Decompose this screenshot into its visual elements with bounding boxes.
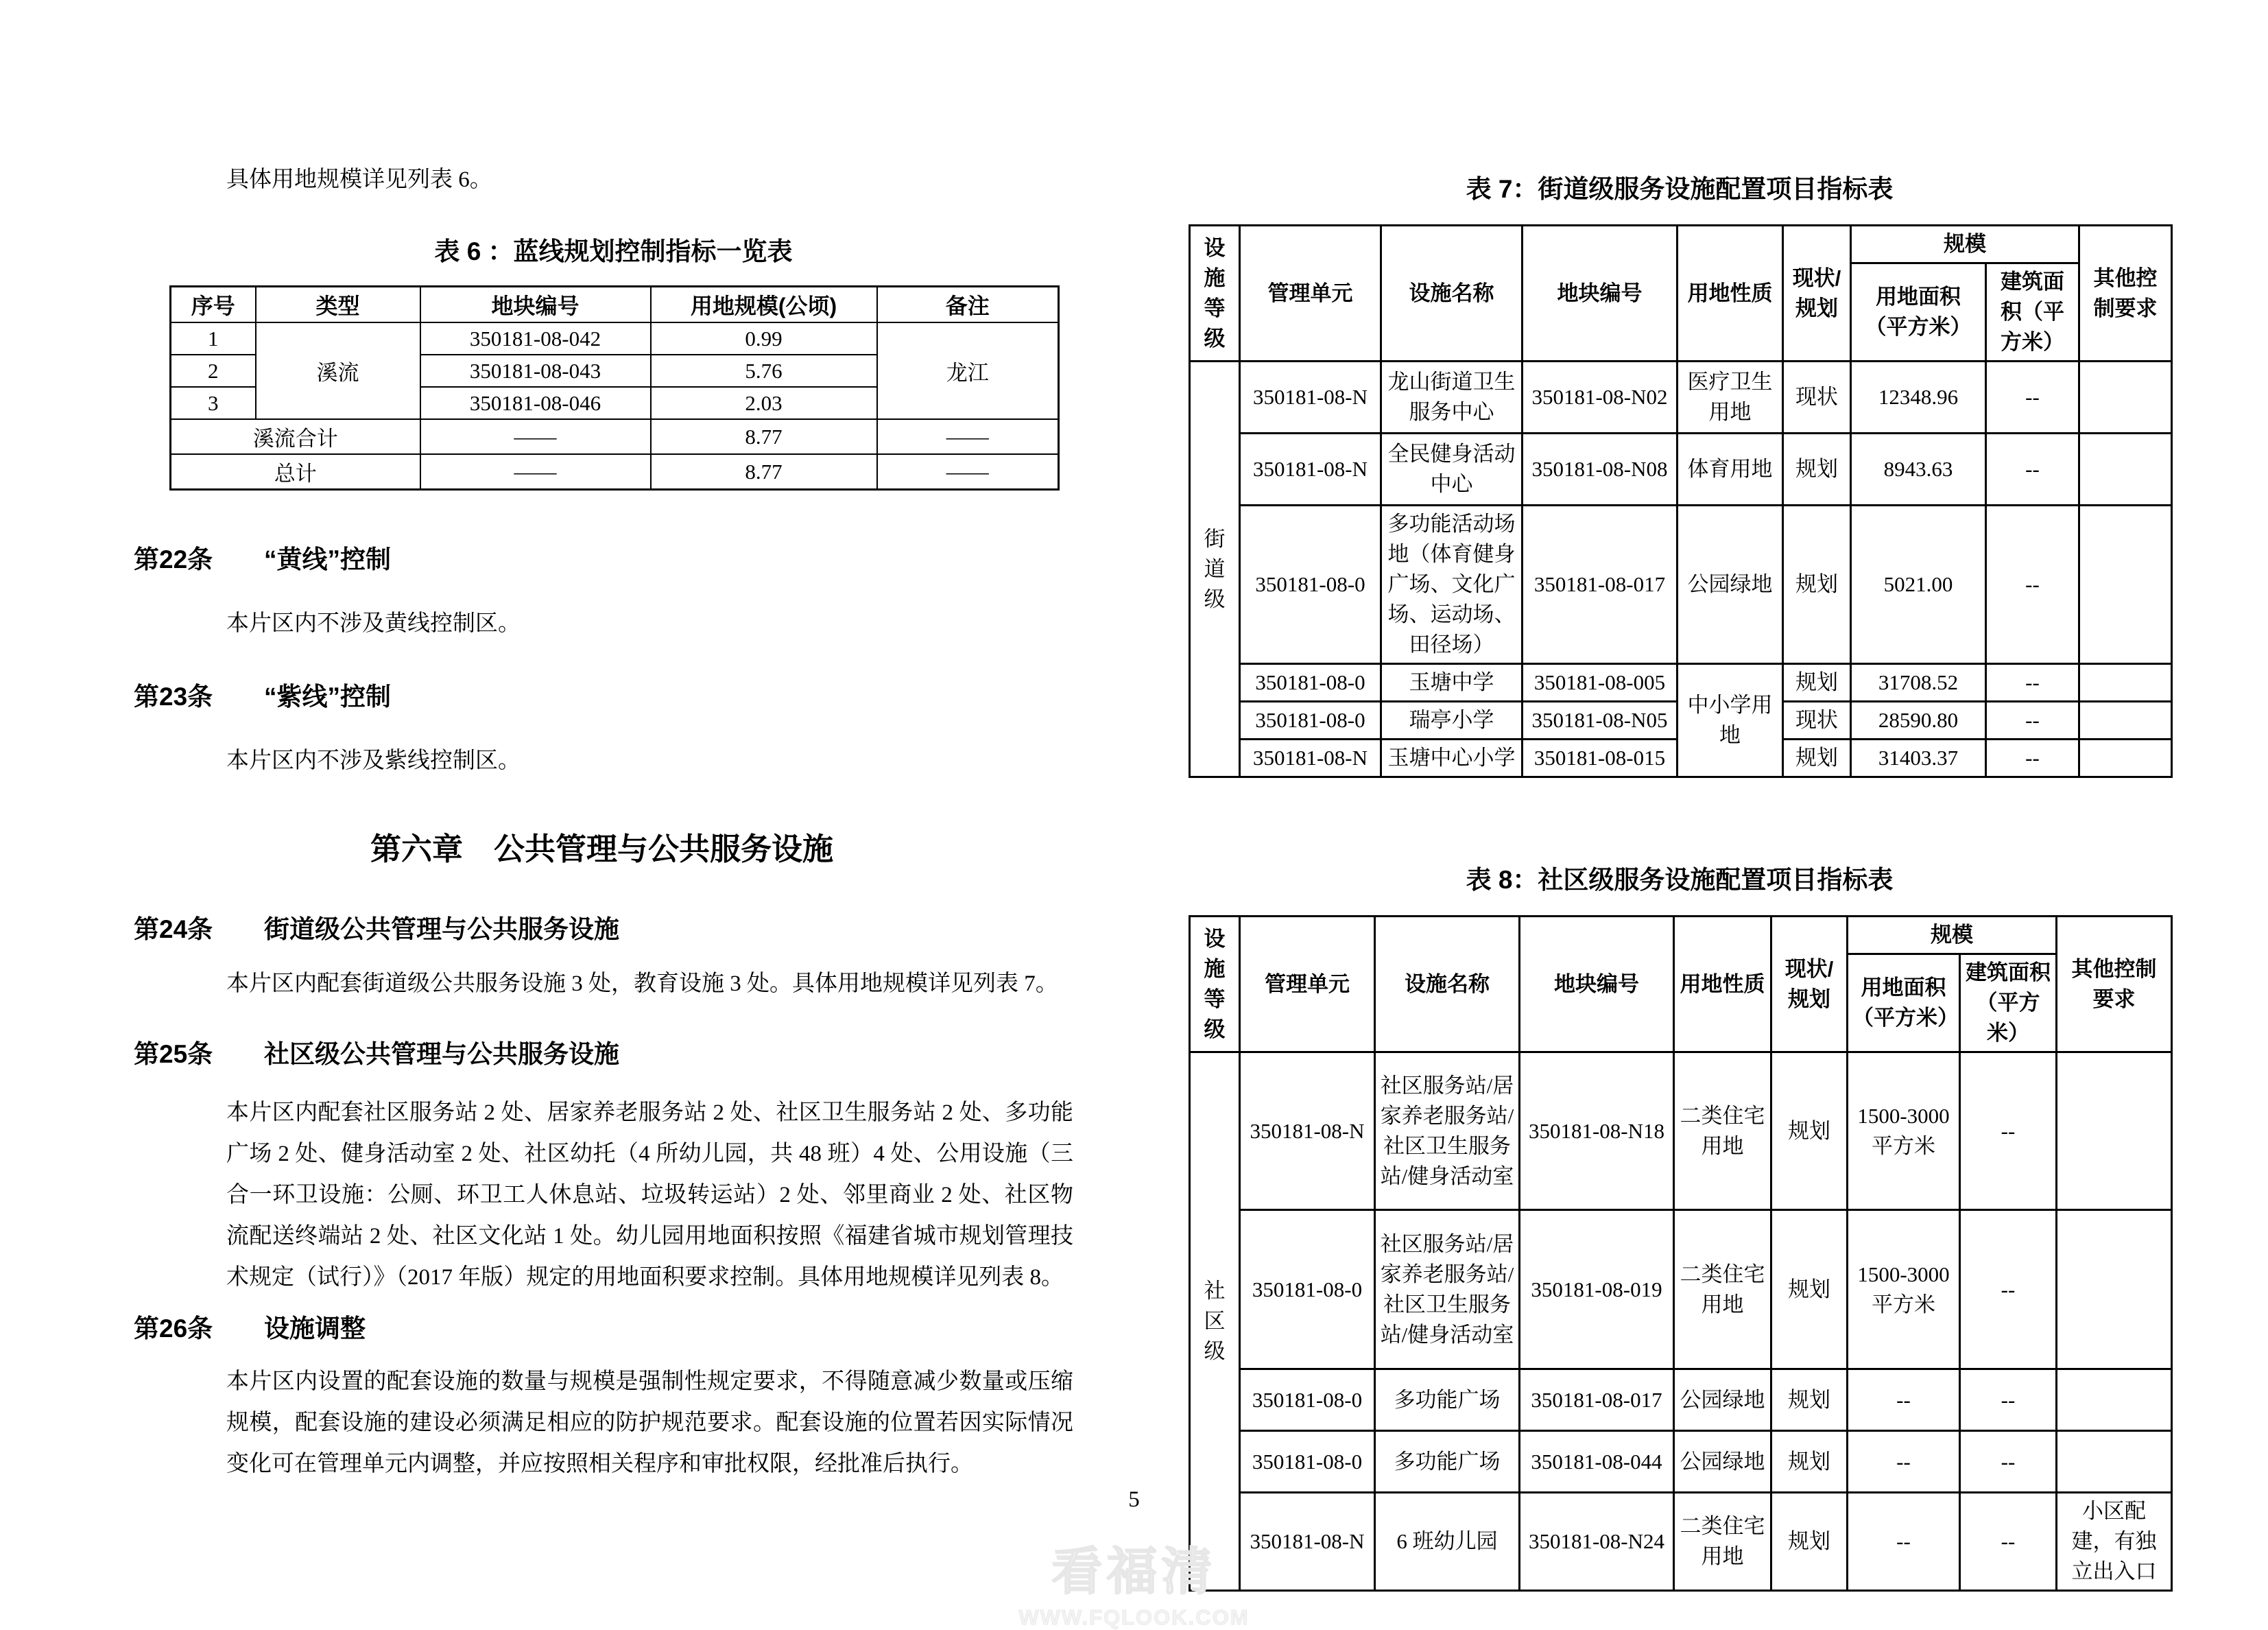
article-26-heading (134, 1308, 1073, 1345)
article-26-title: 设施调整 (264, 1314, 366, 1343)
table7-cell-other (2079, 664, 2172, 702)
table8-cell-other (2057, 1210, 2172, 1369)
table6-header-row (171, 287, 1059, 323)
table8-cell-build-area: -- (1960, 1431, 2057, 1493)
table7-header-level: 设施等级 (1190, 226, 1240, 362)
table8-cell-plot: 350181-08-N18 (1520, 1052, 1674, 1210)
article-25-number: 第25条 (134, 1040, 213, 1068)
table7-cell-land-area: 31708.52 (1851, 664, 1986, 702)
table8-header-build-area: 建筑面积（平方米） (1960, 954, 2057, 1052)
table7-level-merged: 街道级 (1190, 362, 1240, 777)
table6-subtotal-remark: —— (877, 419, 1059, 454)
table6-total-label: 总计 (171, 454, 420, 490)
table8-cell-land: 公园绿地 (1674, 1431, 1771, 1493)
table6-cell-no: 3 (171, 387, 256, 419)
table6-row-1 (171, 322, 1059, 355)
table8-cell-name: 社区服务站/居家养老服务站/社区卫生服务站/健身活动室 (1375, 1210, 1520, 1369)
table6-total-plot: —— (420, 454, 651, 490)
table7-header-row-1 (1190, 226, 2172, 263)
table6-header-remark: 备注 (877, 287, 1059, 323)
table7-cell-unit: 350181-08-N (1240, 434, 1381, 506)
table7-cell-status: 规划 (1783, 664, 1851, 702)
table7-cell-unit: 350181-08-N (1240, 362, 1381, 434)
table7-cell-other (2079, 362, 2172, 434)
table6-header-area: 用地规模(公顷) (651, 287, 877, 323)
table7-title-text: 表 7：街道级服务设施配置项目指标表 (1466, 175, 1894, 203)
table8-header-plot: 地块编号 (1520, 917, 1674, 1052)
table8-cell-build-area: -- (1960, 1369, 2057, 1431)
watermark-url: WWW.FQLOOK.COM (1018, 1605, 1250, 1629)
table8-cell-land-area: -- (1848, 1493, 1960, 1591)
table8-cell-unit: 350181-08-0 (1240, 1431, 1375, 1493)
table8-row-3 (1190, 1369, 2172, 1431)
table7-cell-other (2079, 740, 2172, 777)
watermark (0, 1531, 2268, 1630)
table7-cell-plot: 350181-08-005 (1523, 664, 1678, 702)
table7-header-unit: 管理单元 (1240, 226, 1381, 362)
table8-cell-status: 规划 (1771, 1210, 1848, 1369)
table7-cell-name: 龙山街道卫生服务中心 (1381, 362, 1523, 434)
table8-title-text: 表 8：社区级服务设施配置项目指标表 (1466, 866, 1894, 895)
table8-cell-status: 规划 (1771, 1369, 1848, 1431)
table8-header-land: 用地性质 (1674, 917, 1771, 1052)
table8-cell-other (2057, 1431, 2172, 1493)
table7-cell-land-area: 31403.37 (1851, 740, 1986, 777)
table7-cell-plot: 350181-08-017 (1523, 506, 1678, 664)
article-24-body: 本片区内配套街道级公共服务设施 3 处，教育设施 3 处。具体用地规模详见列表 7。 (226, 971, 1058, 996)
table8-cell-unit: 350181-08-0 (1240, 1369, 1375, 1431)
table7-cell-name: 多功能活动场地（体育健身广场、文化广场、运动场、田径场） (1381, 506, 1523, 664)
table7-cell-status: 现状 (1783, 362, 1851, 434)
table7-cell-name: 玉塘中学 (1381, 664, 1523, 702)
table6-title (169, 231, 1058, 268)
table7-cell-plot: 350181-08-N02 (1523, 362, 1678, 434)
table7-header-name: 设施名称 (1381, 226, 1523, 362)
table8-cell-other: 小区配建，有独立出入口 (2057, 1493, 2172, 1591)
table8-cell-name: 多功能广场 (1375, 1369, 1520, 1431)
table7-cell-status: 现状 (1783, 702, 1851, 740)
table8-row-1 (1190, 1052, 2172, 1210)
table7-cell-land-merged: 中小学用地 (1678, 664, 1783, 777)
article-25-body: 本片区内配套社区服务站 2 处、居家养老服务站 2 处、社区卫生服务站 2 处、多功能广场 2 处、健身活动室 2 处、社区幼托（4 所幼儿园，共 48 班）4 处、公用设施（三合一环卫设施：公厕、环卫工人休息站、垃圾转运站）2 处、邻里商业 2 处、社区物流配送终端站 2 处、社区文化站 1 处。幼儿园用地面积按照《福建省城市规划管理技术规定（试行）》（2017 年版）规定的用地面积要求控制。具体用地规模详见列表 8。 (226, 1100, 1073, 1290)
table8-row-2 (1190, 1210, 2172, 1369)
article-22-number: 第22条 (134, 545, 213, 574)
table7-cell-build-area: -- (1986, 434, 2079, 506)
table6-cell-area: 5.76 (651, 355, 877, 387)
page-number: 5 (1128, 1487, 1140, 1512)
article-23-heading (134, 676, 1073, 713)
article-24-heading (134, 908, 1073, 945)
table7-cell-build-area: -- (1986, 362, 2079, 434)
table7-cell-unit: 350181-08-0 (1240, 702, 1381, 740)
table8-header-scale: 规模 (1848, 917, 2057, 954)
table7-header-land-area: 用地面积（平方米） (1851, 263, 1986, 362)
table8-cell-unit: 350181-08-N (1240, 1052, 1375, 1210)
table7-header-land: 用地性质 (1678, 226, 1783, 362)
table6-header-no: 序号 (171, 287, 256, 323)
table7-cell-build-area: -- (1986, 506, 2079, 664)
article-24-number: 第24条 (134, 915, 213, 943)
article-23-number: 第23条 (134, 683, 213, 711)
table6-cell-remark-merged: 龙江 (877, 322, 1059, 419)
table8-level-merged: 社区级 (1190, 1052, 1240, 1591)
article-26-number: 第26条 (134, 1314, 213, 1343)
table8-cell-status: 规划 (1771, 1052, 1848, 1210)
table7-cell-land: 体育用地 (1678, 434, 1783, 506)
table6-cell-no: 1 (171, 322, 256, 355)
table8-header-row-1 (1190, 917, 2172, 954)
left-column (130, 159, 1073, 1485)
table6-cell-no: 2 (171, 355, 256, 387)
table7-row-1 (1190, 362, 2172, 434)
table7-header-build-area: 建筑面积（平方米） (1986, 263, 2079, 362)
chapter-heading: 第六章 公共管理与公共服务设施 (370, 831, 833, 866)
table7-cell-other (2079, 702, 2172, 740)
table8-title (1189, 859, 2171, 896)
table7-header-scale: 规模 (1851, 226, 2079, 263)
table7-cell-name: 瑞亭小学 (1381, 702, 1523, 740)
table8-cell-land: 二类住宅用地 (1674, 1493, 1771, 1591)
table8-header-status: 现状/规划 (1771, 917, 1848, 1052)
table6-cell-type-merged: 溪流 (256, 322, 420, 419)
table6-header-plot: 地块编号 (420, 287, 651, 323)
table7-cell-unit: 350181-08-0 (1240, 506, 1381, 664)
table8-cell-build-area: -- (1960, 1493, 2057, 1591)
table7-cell-build-area: -- (1986, 702, 2079, 740)
table8-header-other: 其他控制要求 (2057, 917, 2172, 1052)
table8-cell-status: 规划 (1771, 1493, 1848, 1591)
table7-title (1189, 168, 2171, 205)
table6-cell-area: 0.99 (651, 322, 877, 355)
table6-cell-plot: 350181-08-043 (420, 355, 651, 387)
table7-cell-land-area: 28590.80 (1851, 702, 1986, 740)
article-22-heading (134, 539, 1073, 576)
table7-cell-land-area: 12348.96 (1851, 362, 1986, 434)
table8-cell-land: 二类住宅用地 (1674, 1210, 1771, 1369)
article-22-body: 本片区内不涉及黄线控制区。 (226, 611, 521, 636)
article-24-title: 街道级公共管理与公共服务设施 (264, 915, 619, 943)
table8-cell-plot: 350181-08-N24 (1520, 1493, 1674, 1591)
article-25-title: 社区级公共管理与公共服务设施 (264, 1040, 619, 1068)
table6-subtotal-label: 溪流合计 (171, 419, 420, 454)
table8-cell-other (2057, 1369, 2172, 1431)
table8-cell-unit: 350181-08-N (1240, 1493, 1375, 1591)
table7-cell-land: 医疗卫生用地 (1678, 362, 1783, 434)
table8-cell-name: 多功能广场 (1375, 1431, 1520, 1493)
table6-total-row (171, 454, 1059, 490)
table7-header-other: 其他控制要求 (2079, 226, 2172, 362)
table7-cell-build-area: -- (1986, 740, 2079, 777)
table7-header-status: 现状/规划 (1783, 226, 1851, 362)
table6-subtotal-row (171, 419, 1059, 454)
table7-cell-land-area: 5021.00 (1851, 506, 1986, 664)
table8-header-name: 设施名称 (1375, 917, 1520, 1052)
table8-cell-build-area: -- (1960, 1210, 2057, 1369)
table7-cell-name: 玉塘中心小学 (1381, 740, 1523, 777)
table7-cell-plot: 350181-08-015 (1523, 740, 1678, 777)
table8-cell-land-area: -- (1848, 1369, 1960, 1431)
table6-title-text: 表 6 ：蓝线规划控制指标一览表 (434, 237, 793, 265)
table8-cell-build-area: -- (1960, 1052, 2057, 1210)
article-25-heading (134, 1033, 1073, 1070)
table7-cell-plot: 350181-08-N05 (1523, 702, 1678, 740)
table8-cell-land: 公园绿地 (1674, 1369, 1771, 1431)
table7-row-2 (1190, 434, 2172, 506)
table7-row-3 (1190, 506, 2172, 664)
table8-cell-land-area: -- (1848, 1431, 1960, 1493)
table8-cell-name: 社区服务站/居家养老服务站/社区卫生服务站/健身活动室 (1375, 1052, 1520, 1210)
article-23-title: “紫线”控制 (264, 683, 391, 711)
table8-cell-land: 二类住宅用地 (1674, 1052, 1771, 1210)
table6-header-type: 类型 (256, 287, 420, 323)
table7-cell-name: 全民健身活动中心 (1381, 434, 1523, 506)
table6-subtotal-plot: —— (420, 419, 651, 454)
table7-cell-land: 公园绿地 (1678, 506, 1783, 664)
table8-cell-plot: 350181-08-017 (1520, 1369, 1674, 1431)
article-26-body: 本片区内设置的配套设施的数量与规模是强制性规定要求，不得随意减少数量或压缩规模，配套设施的建设必须满足相应的防护规范要求。配套设施的位置若因实际情况变化可在管理单元内调整，并应按照相关程序和审批权限，经批准后执行。 (226, 1369, 1073, 1476)
table8-cell-status: 规划 (1771, 1431, 1848, 1493)
table8-header-unit: 管理单元 (1240, 917, 1375, 1052)
article-23-body: 本片区内不涉及紫线控制区。 (226, 748, 521, 773)
table8-header-level: 设施等级 (1190, 917, 1240, 1052)
intro-paragraph: 具体用地规模详见列表 6。 (226, 167, 492, 192)
table8-cell-plot: 350181-08-019 (1520, 1210, 1674, 1369)
table8-cell-other (2057, 1052, 2172, 1210)
table7-header-plot: 地块编号 (1523, 226, 1678, 362)
table6-total-remark: —— (877, 454, 1059, 490)
table8-cell-unit: 350181-08-0 (1240, 1210, 1375, 1369)
table7-cell-unit: 350181-08-N (1240, 740, 1381, 777)
table7-cell-build-area: -- (1986, 664, 2079, 702)
table7-cell-status: 规划 (1783, 506, 1851, 664)
table7-cell-unit: 350181-08-0 (1240, 664, 1381, 702)
table6-cell-plot: 350181-08-046 (420, 387, 651, 419)
table6-total-area: 8.77 (651, 454, 877, 490)
table8-cell-land-area: 1500-3000平方米 (1848, 1052, 1960, 1210)
right-column (1189, 168, 2171, 1592)
table6-subtotal-area: 8.77 (651, 419, 877, 454)
table8-header-land-area: 用地面积（平方米） (1848, 954, 1960, 1052)
table6-blue-line-indicators (169, 285, 1060, 491)
table6-cell-plot: 350181-08-042 (420, 322, 651, 355)
table7-cell-status: 规划 (1783, 740, 1851, 777)
watermark-text: 看福清 (1051, 1543, 1217, 1600)
table6-cell-area: 2.03 (651, 387, 877, 419)
table7-street-level-facilities (1189, 224, 2173, 778)
table7-cell-land-area: 8943.63 (1851, 434, 1986, 506)
table8-cell-land-area: 1500-3000平方米 (1848, 1210, 1960, 1369)
article-22-title: “黄线”控制 (264, 545, 391, 574)
table8-row-4 (1190, 1431, 2172, 1493)
table8-cell-name: 6 班幼儿园 (1375, 1493, 1520, 1591)
table7-row-4 (1190, 664, 2172, 702)
table8-cell-plot: 350181-08-044 (1520, 1431, 1674, 1493)
table7-cell-other (2079, 434, 2172, 506)
table7-cell-other (2079, 506, 2172, 664)
table7-cell-status: 规划 (1783, 434, 1851, 506)
table7-cell-plot: 350181-08-N08 (1523, 434, 1678, 506)
